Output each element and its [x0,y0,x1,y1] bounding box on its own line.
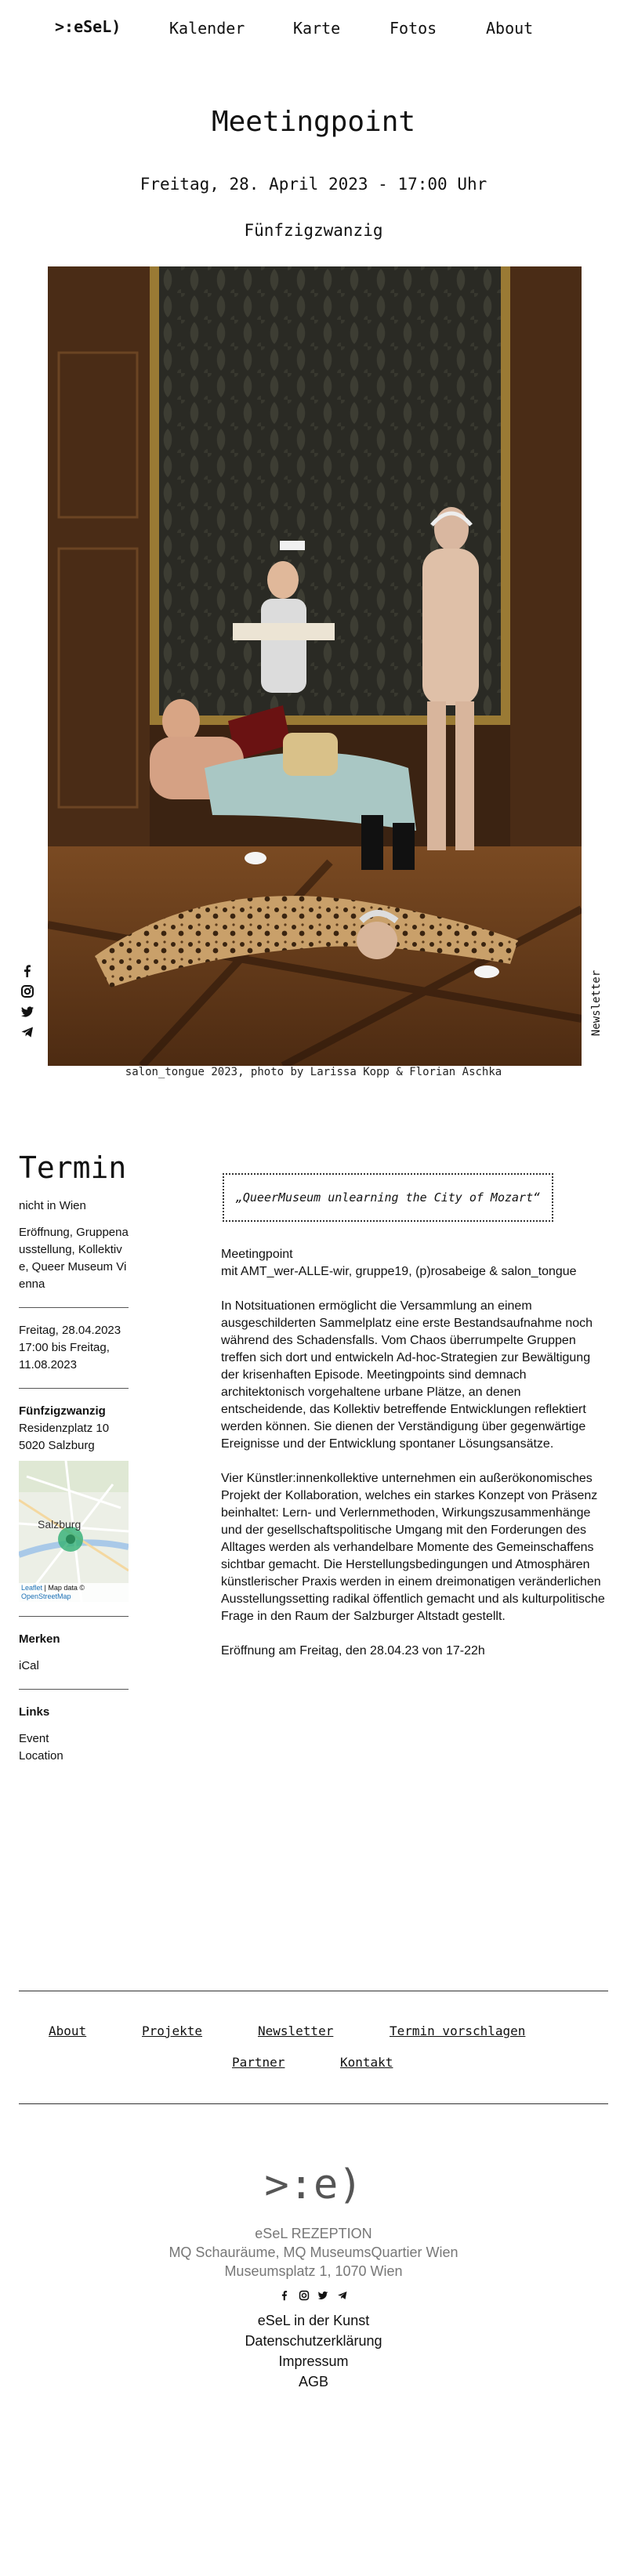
facebook-icon[interactable] [279,2290,290,2301]
intro-participants: mit AMT_wer-ALLE-wir, gruppe19, (p)rosabeige & salon_tongue [221,1265,577,1278]
footer-link-esel-kunst[interactable]: eSeL in der Kunst [257,2313,370,2328]
map-attribution [19,1583,129,1602]
nav-fotos[interactable]: Fotos [390,19,437,38]
venue-street: Residenzplatz 10 [19,1422,110,1435]
termin-heading: Termin [19,1150,127,1185]
venue-name[interactable]: Fünfzigzwanzig [19,1404,106,1418]
twitter-icon[interactable] [20,1005,34,1019]
event-description [221,1246,605,1677]
location-link[interactable]: Location [19,1749,63,1763]
footer-link-agb[interactable]: AGB [298,2374,328,2389]
footer-address-line1: MQ Schauräume, MQ MuseumsQuartier Wien [169,2244,458,2260]
leaflet-link[interactable]: Leaflet [21,1584,43,1592]
footer-links [0,2310,627,2392]
divider [19,1616,129,1617]
event-sidebar [19,1197,129,1765]
event-categories: Eröffnung, Gruppenausstellung, Kollektive, Queer Museum Vienna [19,1226,129,1291]
paragraph-3: Eröffnung am Freitag, den 28.04.23 von 17-22h [221,1644,485,1658]
page-title: Meetingpoint [211,106,416,138]
event-date: Freitag, 28. April 2023 - 17:00 Uhr [140,175,487,194]
instagram-icon[interactable] [20,984,34,998]
event-organizer[interactable]: Fünfzigzwanzig [244,221,383,240]
social-rail [14,955,47,1050]
nav-about[interactable]: About [486,19,534,38]
footer-link-impressum[interactable]: Impressum [278,2353,349,2369]
footer-org: eSeL REZEPTION [255,2226,372,2241]
footer-address-line2: Museumsplatz 1, 1070 Wien [224,2263,403,2279]
footer-divider-bottom [19,2103,608,2104]
nav-karte[interactable]: Karte [293,19,341,38]
footer-projekte-link[interactable]: Projekte [142,2023,203,2038]
venue-city: 5020 Salzburg [19,1439,95,1452]
event-period: Freitag, 28.04.2023 17:00 bis Freitag, 11.08.2023 [19,1324,121,1371]
footer-link-datenschutz[interactable]: Datenschutzerklärung [245,2333,382,2349]
telegram-icon[interactable] [337,2290,348,2301]
nav-kalender[interactable]: Kalender [169,19,245,38]
divider [19,1307,129,1308]
site-logo[interactable]: >:eSeL) [55,17,121,36]
telegram-icon[interactable] [20,1025,34,1039]
footer-social [0,2290,627,2305]
footer-about-link[interactable]: About [49,2023,87,2038]
footer-address [0,2224,627,2281]
instagram-icon[interactable] [299,2290,310,2301]
paragraph-1: In Notsituationen ermöglicht die Versammlung an einem ausgeschilderten Sammelplatz eine erste Bestandsaufnahme noch während des Schadensfalls. Vom Chaos überrumpelte Gruppen treffen sich dort und entwickeln Ad-hoc-Strategien zur Bewältigung der krisenhaften Episode. Meetingpoints sind demnach architektonisch vorgehaltene urbane Plätze, an denen entscheidende, das Kollektiv betreffende Entwicklungen reflektiert werden können. Sie dienen der Verständigung über gegenwärtige Ereignisse und der Entwicklung spontaner Lösungsansätze. [221,1299,593,1451]
intro [221,1246,605,1281]
twitter-icon[interactable] [317,2290,328,2301]
osm-link[interactable]: OpenStreetMap [21,1592,71,1600]
newsletter-tab-label: Newsletter [590,969,603,1037]
facebook-icon[interactable] [20,964,34,978]
venue-map[interactable] [19,1461,129,1602]
divider [19,1689,129,1690]
event-region: nicht in Wien [19,1199,86,1212]
map-city-label: Salzburg [38,1518,82,1531]
divider [19,1388,129,1389]
footer-termin-vorschlagen-link[interactable]: Termin vorschlagen [390,2023,526,2038]
merken-heading: Merken [19,1632,60,1646]
ical-link[interactable]: iCal [19,1659,39,1672]
links-heading: Links [19,1705,50,1719]
footer-partner-link[interactable]: Partner [232,2055,285,2070]
map-data-label: | Map data © [44,1584,85,1592]
footer-kontakt-link[interactable]: Kontakt [340,2055,393,2070]
event-photo [48,266,582,1066]
intro-title: Meetingpoint [221,1248,293,1261]
event-quote: „QueerMuseum unlearning the City of Mozart“ [223,1173,553,1222]
footer-newsletter-link[interactable]: Newsletter [258,2023,334,2038]
photo-caption: salon_tongue 2023, photo by Larissa Kopp & Florian Aschka [125,1066,502,1078]
newsletter-tab[interactable] [582,955,611,1052]
paragraph-2: Vier Künstler:innenkollektive unternehmen ein außerökonomisches Projekt der Kollaboration, welches ein starkes Konzept von Präsenz beinhaltet: Lern- und Verlernmethoden, Wirkungszusammenhänge und der gesellschaftspolitische Umgang mit den Forderungen des Alltages werden als verhandelbare Momente des Gemeinschaffens sichtbar gemacht. Die Herstellungsbedingungen und Atmosphären künstlerischer Praxis werden in einem dreimonatigen veränderlichen Ausstellungssetting radikal öffentlich gemacht und als kulturpolitische Frage in den Raum der Salzburger Altstadt gestellt. [221,1472,605,1623]
event-link[interactable]: Event [19,1732,49,1745]
top-nav [0,0,627,56]
footer-logo: >:e) [264,2161,363,2208]
